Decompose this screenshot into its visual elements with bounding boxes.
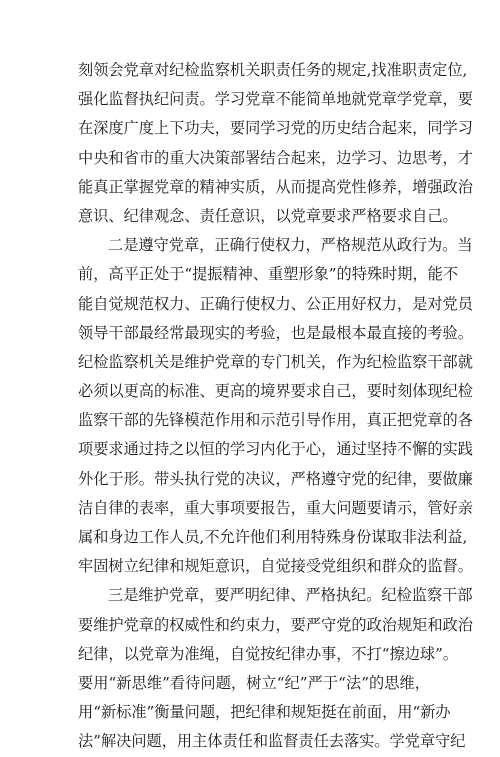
text-line: 在深度广度上下功夫，要同学习党的历史结合起来，同学习 (78, 119, 473, 138)
text-line: 要维护党章的权威性和约束力，要严守党的政治规矩和政治 (78, 615, 473, 634)
text-line: 纪检监察机关是维护党章的专门机关，作为纪检监察干部就 (78, 352, 473, 371)
text-line: 属和身边工作人员,不允许他们利用特殊身份谋取非法利益, (78, 528, 468, 546)
text-line: 用“新标准”衡量问题，把纪律和规矩挺在前面，用“新办 (78, 703, 451, 722)
text-line: 意识、纪律观念、责任意识，以党章要求严格要求自己。 (78, 206, 458, 225)
text-line: 外化于形。带头执行党的决议，严格遵守党的纪律，要做廉 (78, 469, 473, 488)
text-line: 能真正掌握党章的精神实质，从而提高党性修养，增强政治 (78, 177, 473, 196)
text-line: 洁自律的表率，重大事项要报告，重大问题要请示，管好亲 (78, 498, 473, 517)
paragraph-first-line: 三是维护党章，要严明纪律、严格执纪。纪检监察干部 (108, 586, 473, 605)
body-text (78, 56, 473, 757)
text-line: 纪律，以党章为准绳，自觉按纪律办事，不打“擦边球”。 (78, 644, 459, 663)
text-line: 领导干部最经常最现实的考验，也是最根本最直接的考验。 (78, 323, 473, 342)
text-line: 项要求通过持之以恒的学习内化于心，通过坚持不懈的实践 (78, 440, 473, 459)
text-line: 中央和省市的重大决策部署结合起来，边学习、边思考，才 (78, 148, 473, 167)
text-line: 强化监督执纪问责。学习党章不能简单地就党章学党章，要 (78, 90, 473, 109)
text-line: 能自觉规范权力、正确行使权力、公正用好权力，是对党员 (78, 294, 473, 313)
text-line: 法”解决问题，用主体责任和监督责任去落实。学党章守纪 (78, 732, 466, 751)
text-line: 监察干部的先锋模范作用和示范引导作用，真正把党章的各 (78, 411, 473, 430)
text-line: 前，高平正处于“提振精神、重塑形象”的特殊时期，能不 (78, 265, 459, 284)
text-line: 要用“新思维”看待问题，树立“纪”严于“法”的思维， (78, 673, 430, 692)
text-line: 刻领会党章对纪检监察机关职责任务的规定,找准职责定位, (78, 61, 468, 79)
text-line: 牢固树立纪律和规矩意识，自觉接受党组织和群众的监督。 (78, 557, 473, 576)
paragraph-first-line: 二是遵守党章，正确行使权力，严格规范从政行为。当 (108, 236, 473, 255)
text-line: 必须以更高的标准、更高的境界要求自己，要时刻体现纪检 (78, 382, 473, 401)
